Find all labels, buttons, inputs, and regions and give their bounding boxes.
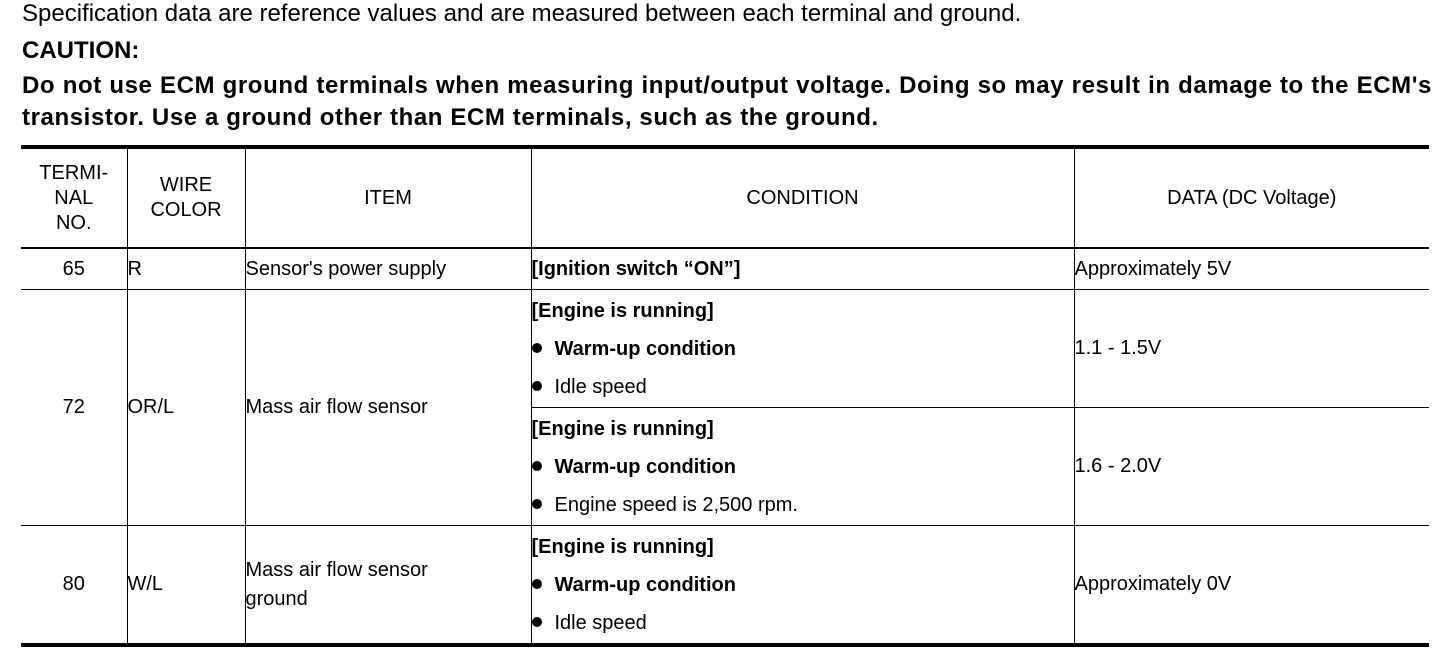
item-cell: Mass air flow sensor <box>245 290 531 526</box>
table-header-row <box>21 147 1429 248</box>
condition-cell <box>531 290 1074 408</box>
bullet-text: Warm-up condition <box>554 337 736 360</box>
bullet-text: Warm-up condition <box>554 573 736 596</box>
bullet-dot-icon <box>532 579 542 589</box>
header-terminal-line: TERMI- <box>39 161 109 184</box>
wire-color-cell: R <box>127 248 245 290</box>
bullet-dot-icon <box>532 617 542 627</box>
terminal-cell: 65 <box>21 248 127 290</box>
bullet-dot-icon <box>532 461 542 471</box>
header-wire-line: WIRE <box>159 174 213 196</box>
bullet-dot-icon <box>532 343 542 353</box>
condition-cell <box>531 248 1074 290</box>
data-cell: 1.1 - 1.5V <box>1074 290 1429 408</box>
wire-color-cell: OR/L <box>127 290 245 526</box>
bullet-text: Warm-up condition <box>554 455 736 478</box>
bullet-text: Idle speed <box>554 375 647 398</box>
data-cell: Approximately 5V <box>1074 248 1429 290</box>
condition-bullet <box>532 330 1074 368</box>
bullet-text: Engine speed is 2,500 rpm. <box>554 493 798 516</box>
table-row <box>21 248 1429 290</box>
data-cell: Approximately 0V <box>1074 526 1429 646</box>
condition-heading: [Engine is running] <box>531 417 714 440</box>
header-terminal-line: NAL <box>54 186 94 209</box>
condition-bullet <box>532 604 1074 642</box>
condition-cell <box>531 526 1074 646</box>
data-cell: 1.6 - 2.0V <box>1074 408 1429 526</box>
caution-text: Do not use ECM ground terminals when measuring input/output voltage. Doing so may result in damage to the ECM's transistor. Use a ground other than ECM terminals, such as the ground. <box>22 72 1432 131</box>
header-item: ITEM <box>245 147 531 248</box>
condition-bullet <box>532 486 1074 524</box>
header-wire-color <box>127 147 245 248</box>
condition-heading: [Ignition switch “ON”] <box>531 258 741 280</box>
terminal-cell: 80 <box>21 526 127 646</box>
condition-heading: [Engine is running] <box>531 299 714 322</box>
condition-bullet <box>532 448 1074 486</box>
table-row <box>21 526 1429 646</box>
header-wire-line: COLOR <box>150 199 222 221</box>
item-line: ground <box>245 587 308 610</box>
header-terminal-line: NO. <box>55 211 92 234</box>
bullet-dot-icon <box>532 381 542 391</box>
condition-bullet <box>532 566 1074 604</box>
item-cell: Sensor's power supply <box>245 248 531 290</box>
wire-color-cell: W/L <box>127 526 245 646</box>
bullet-dot-icon <box>532 499 542 509</box>
caution-title: CAUTION: <box>22 37 140 64</box>
condition-cell <box>531 408 1074 526</box>
header-condition: CONDITION <box>531 147 1074 248</box>
header-terminal-no <box>21 147 127 248</box>
item-cell <box>245 526 531 646</box>
header-data: DATA (DC Voltage) <box>1074 147 1429 248</box>
intro-text: Specification data are reference values and are measured between each terminal and ground. <box>22 0 1022 27</box>
terminal-cell: 72 <box>21 290 127 526</box>
condition-heading: [Engine is running] <box>531 535 714 558</box>
condition-bullet <box>532 368 1074 406</box>
item-line: Mass air flow sensor <box>245 558 428 581</box>
terminal-spec-table <box>21 145 1429 647</box>
bullet-text: Idle speed <box>554 611 647 634</box>
table-row <box>21 290 1429 408</box>
